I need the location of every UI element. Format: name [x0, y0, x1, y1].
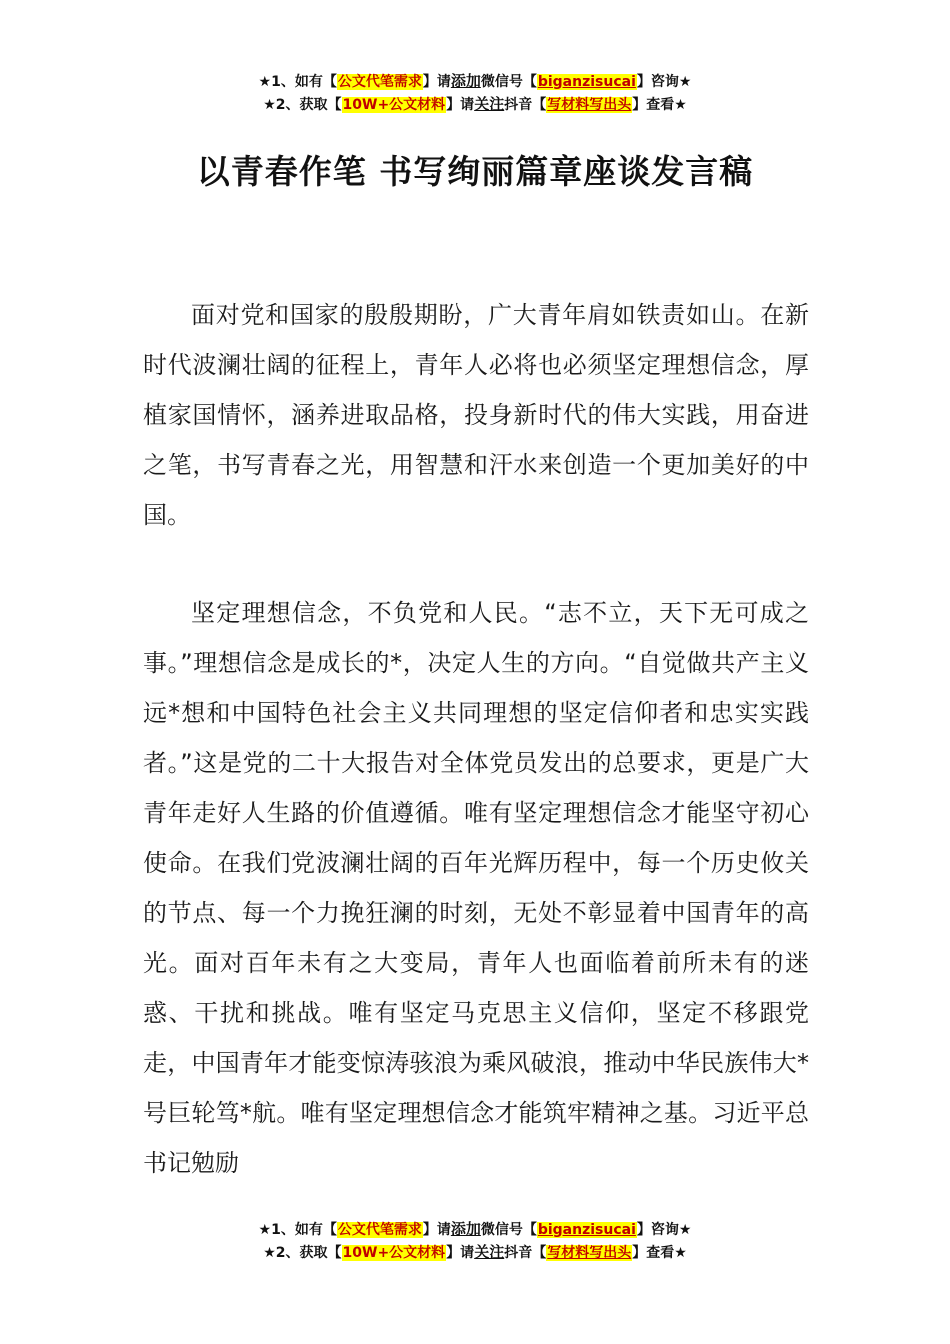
- banner-line-1: [0, 1218, 950, 1241]
- paragraph-2: 坚定理想信念，不负党和人民。“志不立，天下无可成之事。”理想信念是成长的*，决定人生的方向。“自觉做共产主义远*想和中国特色社会主义共同理想的坚定信仰者和忠实实践者。”这是党的二十大报告对全体党员发出的总要求，更是广大青年走好人生路的价值遵循。唯有坚定理想信念才能坚守初心使命。在我们党波澜壮阔的百年光辉历程中，每一个历史攸关的节点、每一个力挽狂澜的时刻，无处不彰显着中国青年的高光。面对百年未有之大变局，青年人也面临着前所未有的迷惑、干扰和挑战。唯有坚定马克思主义信仰，坚定不移跟党走，中国青年才能变惊涛骇浪为乘风破浪，推动中华民族伟大*号巨轮笃*航。唯有坚定理想信念才能筑牢精神之基。习近平总书记勉励: [143, 599, 809, 1177]
- document-body: [143, 290, 809, 1188]
- banner-text: 】请: [446, 1245, 475, 1261]
- document-title: 以青春作笔 书写绚丽篇章座谈发言稿: [196, 152, 754, 191]
- banner-highlight-materials: 10W+公文材料: [342, 97, 446, 113]
- banner-emphasis: 添加: [450, 1220, 481, 1238]
- banner-text: 】咨询★: [636, 1222, 692, 1238]
- banner-highlight-wechat: biganzisucai: [537, 1222, 636, 1238]
- banner-highlight-wechat: biganzisucai: [537, 74, 636, 90]
- banner-text: ★1、如有【: [258, 1222, 337, 1238]
- banner-text: 抖音【: [504, 1245, 547, 1261]
- banner-line-2: [0, 93, 950, 116]
- header-banner: [0, 70, 950, 116]
- footer-banner: [0, 1218, 950, 1264]
- banner-highlight-service: 公文代笔需求: [337, 1222, 422, 1238]
- banner-highlight-service: 公文代笔需求: [337, 74, 422, 90]
- banner-text: ★2、获取【: [263, 1245, 342, 1261]
- banner-text: 】查看★: [632, 1245, 687, 1261]
- banner-line-2: [0, 1241, 950, 1264]
- banner-text: 微信号【: [480, 1222, 537, 1238]
- banner-text: 微信号【: [480, 74, 537, 90]
- banner-emphasis: 关注: [474, 95, 505, 113]
- paragraph-1: 面对党和国家的殷殷期盼，广大青年肩如铁责如山。在新时代波澜壮阔的征程上，青年人必将也必须坚定理想信念，厚植家国情怀，涵养进取品格，投身新时代的伟大实践，用奋进之笔，书写青春之光，用智慧和汗水来创造一个更加美好的中国。: [143, 301, 809, 529]
- banner-text: 抖音【: [504, 97, 547, 113]
- banner-emphasis: 关注: [474, 1243, 505, 1261]
- banner-text: 】请: [422, 74, 451, 90]
- banner-highlight-douyin: 写材料写出头: [547, 97, 632, 113]
- banner-text: 】咨询★: [636, 74, 692, 90]
- banner-emphasis: 添加: [450, 72, 481, 90]
- banner-text: 】查看★: [632, 97, 687, 113]
- banner-text: ★2、获取【: [263, 97, 342, 113]
- banner-text: 】请: [446, 97, 475, 113]
- banner-text: 】请: [422, 1222, 451, 1238]
- banner-text: ★1、如有【: [258, 74, 337, 90]
- banner-highlight-douyin: 写材料写出头: [547, 1245, 632, 1261]
- banner-line-1: [0, 70, 950, 93]
- banner-highlight-materials: 10W+公文材料: [342, 1245, 446, 1261]
